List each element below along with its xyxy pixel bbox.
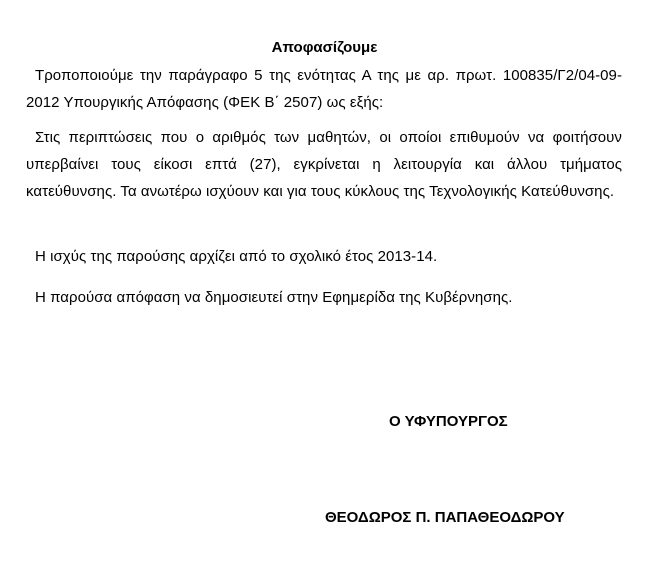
decision-heading: Αποφασίζουμε [271, 39, 378, 56]
paragraph-amendment: Τροποποιούμε την παράγραφο 5 της ενότητας Α της με αρ. πρωτ. 100835/Γ2/04-09-2012 Υπουργικής Απόφασης (ΦΕΚ Β΄ 2507) ως εξής: [26, 67, 622, 111]
paragraph-provision: Στις περιπτώσεις που ο αριθμός των μαθητών, οι οποίοι επιθυμούν να φοιτήσουν υπερβαίνει τους είκοσι επτά (27), εγκρίνεται η λειτουργία και άλλου τμήματος κατεύθυνσης. Τα ανωτέρω ισχύουν και για τους κύκλους της Τεχνολογικής Κατεύθυνσης. [26, 129, 622, 200]
paragraph-publication: Η παρούσα απόφαση να δημοσιευτεί στην Εφημερίδα της Κυβέρνησης. [35, 289, 513, 306]
signatory-name: ΘΕΟΔΩΡΟΣ Π. ΠΑΠΑΘΕΟΔΩΡΟΥ [325, 509, 565, 526]
signatory-title: Ο ΥΦΥΠΟΥΡΓΟΣ [389, 413, 508, 430]
paragraph-validity: Η ισχύς της παρούσης αρχίζει από το σχολικό έτος 2013-14. [35, 248, 438, 265]
